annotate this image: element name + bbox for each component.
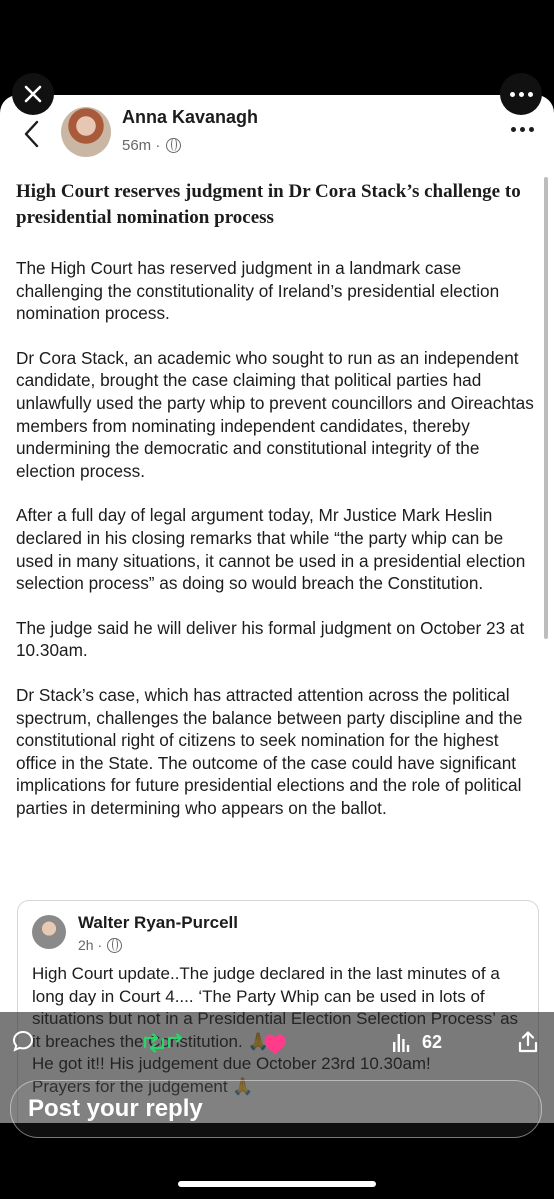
comment-icon[interactable] <box>12 1030 34 1052</box>
more-icon <box>510 92 533 97</box>
author-name[interactable]: Anna Kavanagh <box>122 107 259 127</box>
quoted-author-name[interactable]: Walter Ryan-Purcell <box>78 913 238 932</box>
paragraph: After a full day of legal argument today, Mr Justice Mark Heslin declared in his closing remarks that while “the party whip can be used in many situations, it cannot be used in a presidential election selection process” as doing so would breach the Constitution. <box>16 505 526 594</box>
views-icon[interactable] <box>391 1032 411 1054</box>
globe-icon <box>107 938 122 953</box>
home-indicator[interactable] <box>178 1181 376 1187</box>
heart-icon[interactable] <box>263 1033 287 1055</box>
close-button[interactable] <box>12 73 54 115</box>
post-meta <box>122 137 181 154</box>
post-headline: High Court reserves judgment in Dr Cora Stack’s challenge to presidential nomination process <box>16 181 521 228</box>
post-card <box>0 95 554 1123</box>
scrollbar[interactable] <box>544 177 548 639</box>
post-more-button[interactable] <box>511 127 534 132</box>
post-body <box>16 257 538 841</box>
status-area <box>0 0 554 95</box>
quoted-post-text: High Court update..The judge declared in the last minutes of a long day in Court 4.... ‘The Party Whip can be used in lots of <box>32 964 500 1006</box>
share-icon[interactable] <box>516 1030 540 1054</box>
paragraph: The High Court has reserved judgment in a landmark case challenging the constitutionality of Ireland’s presidential election nomination process. <box>16 258 500 324</box>
quoted-post-time: 2h · <box>78 937 103 953</box>
post-time: 56m · <box>122 137 161 154</box>
globe-icon <box>166 138 181 153</box>
back-icon[interactable] <box>22 119 40 149</box>
paragraph: The judge said he will deliver his formal judgment on October 23 at 10.30am. <box>16 617 525 661</box>
quoted-post-meta <box>78 937 122 953</box>
close-icon <box>24 85 42 103</box>
paragraph: Dr Stack’s case, which has attracted attention across the political spectrum, challenges the balance between party discipline and the constitutional right of citizens to seek nomination for the highest office in the State. The outcome of the case could have significant implications for future presidential elections and the role of political parties in determining who appears on the ballot. <box>16 684 523 818</box>
repost-icon[interactable] <box>139 1033 185 1053</box>
paragraph: Dr Cora Stack, an academic who sought to run as an independent candidate, brought the case claiming that political parties had unlawfully used the party whip to prevent councillors and Oireachtas members from nominating independent candidates, thereby undermining the democratic and constitutional integrity of the election process. <box>16 347 534 481</box>
views-count: 62 <box>422 1032 443 1052</box>
avatar[interactable] <box>61 107 111 157</box>
quoted-avatar[interactable] <box>32 915 66 949</box>
reply-placeholder: Post your reply <box>28 1095 203 1122</box>
story-more-button[interactable] <box>500 73 542 115</box>
